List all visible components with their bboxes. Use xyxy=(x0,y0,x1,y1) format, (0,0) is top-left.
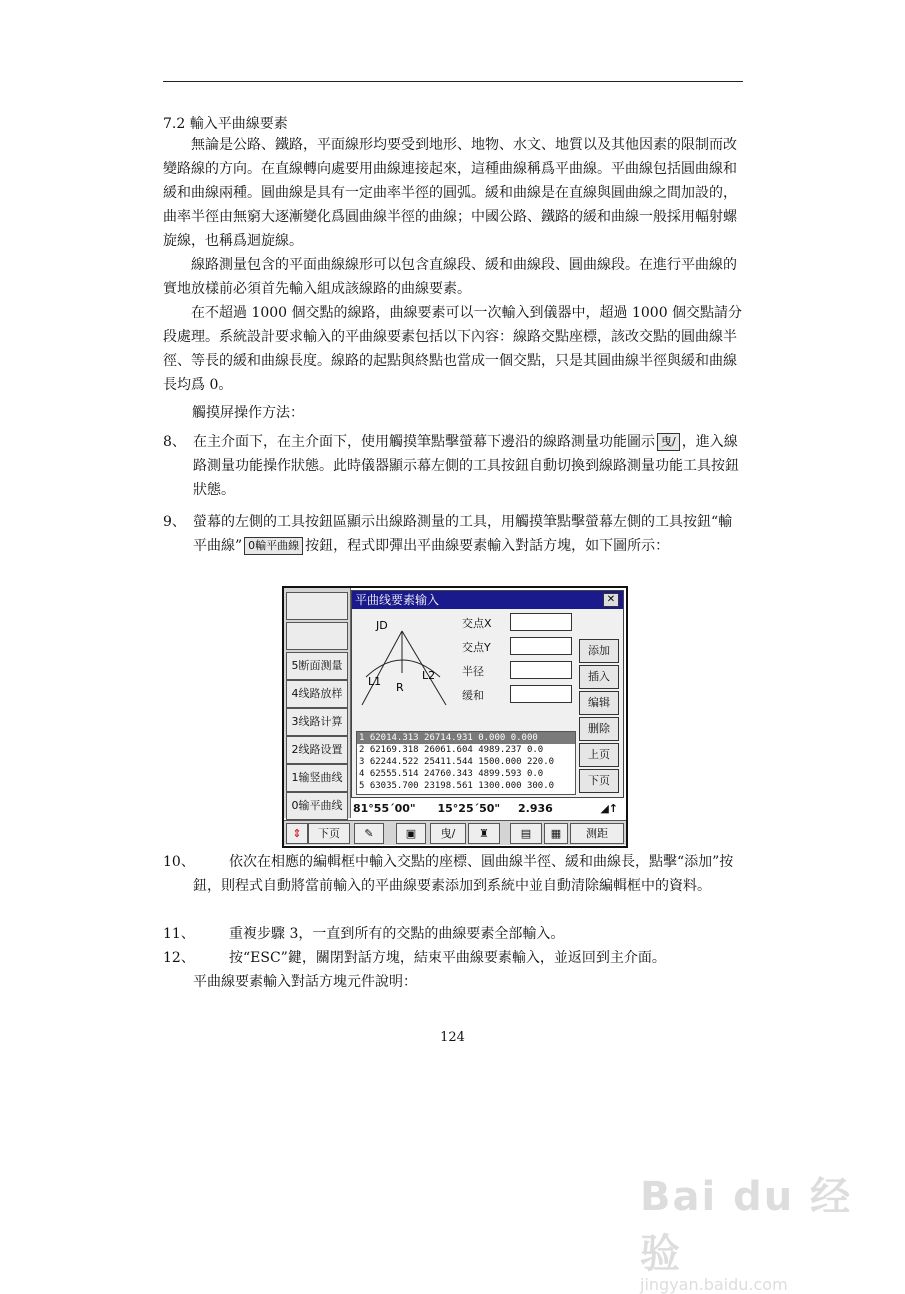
closing-line: 平曲線要素輸入對話方塊元件說明： xyxy=(193,974,417,990)
data-icon[interactable]: ▤ xyxy=(510,823,542,844)
dialog-titlebar: 平曲线要素输入 ✕ xyxy=(352,591,623,609)
angle-hz: 81°55´00" xyxy=(353,802,416,815)
paragraph-2: 線路測量包含的平面曲線線形可以包含直線段、緩和曲線段、圓曲線段。在進行平曲線的實地放樣前必須首先輸入組成該線路的曲線要素。 xyxy=(163,257,737,297)
field-label-radius: 半径 xyxy=(462,665,484,678)
watermark-logo: Bai du 经验 xyxy=(640,1174,853,1277)
sidebar-route-settings[interactable]: 2线路设置 xyxy=(286,736,348,764)
paragraph-1: 無論是公路、鐵路，平面線形均要受到地形、地物、水文、地質以及其他因素的限制而改變路線的方向。在直線轉向處要用曲線連接起來，這種曲線稱爲平曲線。平曲線包括圓曲線和緩和曲線兩種。圓曲線是具有一定曲率半徑的圓弧。緩和曲線是在直線與圓曲線之間加設的，曲率半徑由無窮大逐漸變化爲圓曲線半徑的曲線；中國公路、鐵路的緩和曲線一般採用輻射螺旋線，也稱爲迴旋線。 xyxy=(163,137,737,249)
list-item-8: 8、 在主介面下，在主介面下，使用觸摸筆點擊螢幕下邊沿的線路測量功能圖示 曳/ ，進入線路測量功能操作狀態。此時儀器顯示幕左側的工具按鈕自動切換到線路測量功能工具按鈕狀態。 xyxy=(163,434,739,498)
list-item-11: 11、 重複步驟 3，一直到所有的交點的曲線要素全部輸入。 xyxy=(163,926,565,942)
signal-icon: ◢↑ xyxy=(600,802,618,815)
baidu-watermark xyxy=(640,1165,870,1294)
delete-button[interactable]: 删除 xyxy=(579,717,619,741)
sidebar-section-survey[interactable]: 5断面测量 xyxy=(286,652,348,680)
sidebar-blank-1[interactable] xyxy=(286,592,348,620)
tool-icon[interactable]: ✎ xyxy=(354,823,384,844)
list-item-9: 9、 螢幕的左側的工具按鈕區顯示出線路測量的工具，用觸摸筆點擊螢幕左側的工具按鈕“輸平曲線” 0輸平曲線 按鈕，程式即彈出平曲線要素輸入對話方塊，如下圖所示： xyxy=(163,514,733,554)
status-bar xyxy=(351,800,622,818)
angle-v: 15°25´50" xyxy=(437,802,501,815)
input-y[interactable] xyxy=(510,637,572,655)
station-icon[interactable]: ♜ xyxy=(468,823,500,844)
scroll-arrows-icon[interactable]: ⇕ xyxy=(286,823,308,844)
insert-button[interactable]: 插入 xyxy=(579,665,619,689)
watermark-url: jingyan.baidu.com xyxy=(640,1275,788,1294)
route-survey-icon[interactable]: 曳/ xyxy=(430,823,466,844)
prev-page-button[interactable]: 上页 xyxy=(579,743,619,767)
save-icon[interactable]: ▣ xyxy=(396,823,426,844)
tangent-line-2 xyxy=(402,631,446,705)
distance: 2.936 xyxy=(518,802,553,815)
list-item-10: 10、 依次在相應的編輯框中輸入交點的座標、圓曲線半徑、緩和曲線長，點擊“添加”按鈕，則程式自動將當前輸入的平曲線要素添加到系統中並自動清除編輯框中的資料。 xyxy=(163,854,734,894)
jd-label: JD xyxy=(376,619,388,632)
sidebar-blank-2[interactable] xyxy=(286,622,348,650)
l2-label: L2 xyxy=(422,669,436,682)
sidebar-vertical-curve[interactable]: 1输竖曲线 xyxy=(286,764,348,792)
l1-label: L1 xyxy=(368,675,382,688)
header-rule xyxy=(163,81,743,82)
table-row[interactable]: 4 62555.514 24760.343 4899.593 0.0 xyxy=(359,769,544,779)
table-row[interactable]: 5 63035.700 23198.561 1300.000 300.0 xyxy=(359,781,555,791)
sidebar-route-calc[interactable]: 3线路计算 xyxy=(286,708,348,736)
table-row[interactable]: 2 62169.318 26061.604 4989.237 0.0 xyxy=(359,745,544,755)
paragraph-3: 在不超過 1000 個交點的線路，曲線要素可以一次輸入到儀器中，超過 1000 個交點請分段處理。系統設計要求輸入的平曲線要素包括以下內容：線路交點座標，該改交點的圓曲線半徑、等長的緩和曲線長度。線路的起點與終點也當成一個交點，只是其圓曲線半徑與緩和曲線長均爲 0。 xyxy=(163,305,743,393)
sidebar-horizontal-curve[interactable]: 0输平曲线 xyxy=(286,792,348,820)
measure-distance-button[interactable]: 测距 xyxy=(570,823,624,844)
device-screen xyxy=(282,586,628,848)
input-transition[interactable] xyxy=(510,685,572,703)
edit-button[interactable]: 编辑 xyxy=(579,691,619,715)
tool-sidebar xyxy=(284,588,351,818)
bottom-toolbar xyxy=(284,820,626,845)
next-page-button[interactable]: 下页 xyxy=(579,769,619,793)
route-survey-icon: 曳/ xyxy=(657,433,680,451)
page-number: 124 xyxy=(440,1030,465,1045)
subheading: 觸摸屏操作方法： xyxy=(192,405,304,421)
field-label-y: 交点Y xyxy=(462,641,491,654)
curve-diagram xyxy=(354,613,458,723)
input-radius[interactable] xyxy=(510,661,572,679)
curve-input-dialog xyxy=(351,590,624,798)
close-icon[interactable]: ✕ xyxy=(603,593,619,607)
list-item-12: 12、 按“ESC”鍵，關閉對話方塊，結束平曲線要素輸入，並返回到主介面。 xyxy=(163,950,666,966)
r-label: R xyxy=(396,681,404,694)
input-x[interactable] xyxy=(510,613,572,631)
next-page-bottom-button[interactable]: 下页 xyxy=(308,823,350,844)
field-label-x: 交点X xyxy=(462,617,492,630)
sidebar-route-stakeout[interactable]: 4线路放样 xyxy=(286,680,348,708)
field-label-transition: 缓和 xyxy=(462,689,484,702)
table-row[interactable]: 1 62014.313 26714.931 0.000 0.000 xyxy=(357,732,575,744)
input-curve-button-icon: 0輸平曲線 xyxy=(244,537,303,555)
add-button[interactable]: 添加 xyxy=(579,639,619,663)
section-heading: 7.2 輸入平曲線要素 xyxy=(163,116,288,132)
curve-table[interactable] xyxy=(356,731,576,795)
table-row[interactable]: 3 62244.522 25411.544 1500.000 220.0 xyxy=(359,757,555,767)
keyboard-icon[interactable]: ▦ xyxy=(544,823,568,844)
